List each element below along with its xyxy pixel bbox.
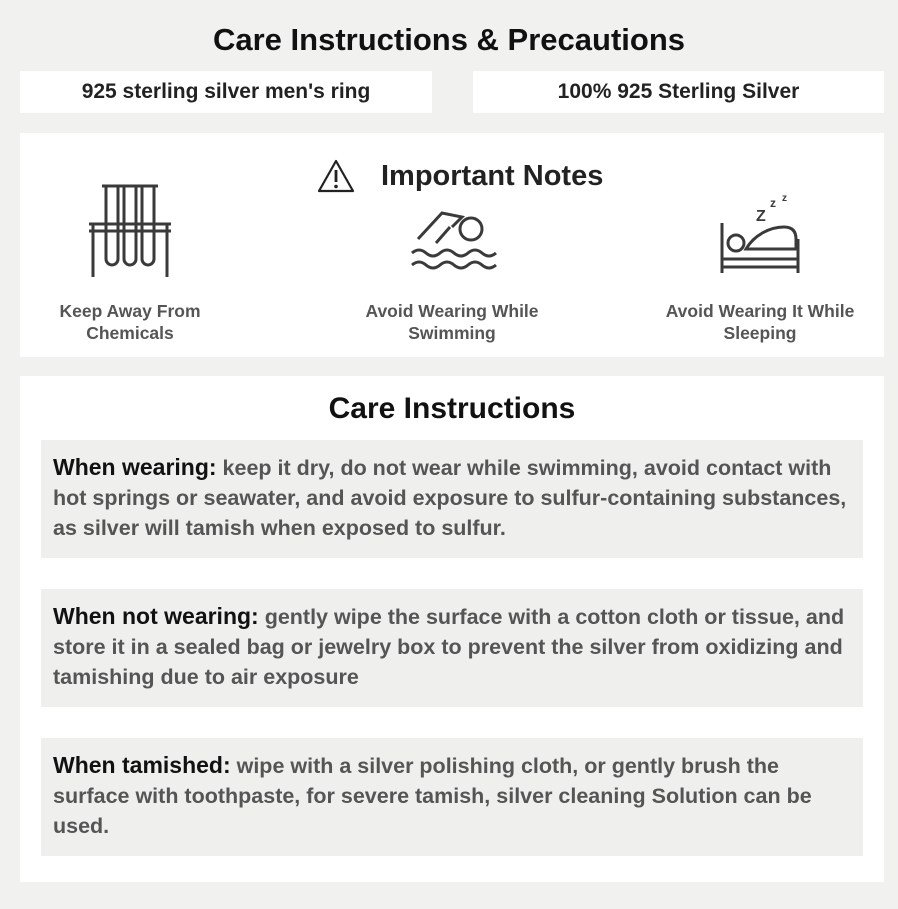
care-when-not-wearing	[41, 589, 863, 707]
note-sleeping-label: Avoid Wearing It While Sleeping	[665, 301, 855, 343]
care-when-tarnished	[41, 738, 863, 856]
important-notes-title: Important Notes	[381, 159, 604, 192]
sleeping-in-bed-icon	[714, 179, 806, 277]
swimmer-icon	[406, 179, 498, 277]
note-sleeping	[630, 179, 890, 343]
note-swimming-label: Avoid Wearing While Swimming	[365, 301, 539, 343]
care-lead: When tamished:	[53, 752, 231, 778]
care-instructions-title: Care Instructions	[328, 392, 576, 425]
care-text: gently wipe the surface with a cotton cloth or tissue, and store it in a sealed bag or jewelry box to prevent the silver from oxidizing and tamishing due to air exposure	[53, 605, 845, 689]
test-tubes-icon	[84, 179, 176, 277]
page-title: Care Instructions & Precautions	[212, 22, 685, 57]
svg-text:z: z	[770, 196, 776, 210]
svg-text:Z: Z	[756, 208, 766, 225]
note-swimming	[322, 179, 582, 343]
product-type-tag: 925 sterling silver men's ring	[20, 71, 432, 113]
svg-text:z: z	[782, 193, 787, 204]
care-text: wipe with a silver polishing cloth, or gently brush the surface with toothpaste, for severe tamish, silver cleaning Solution can be used.	[53, 754, 812, 838]
care-when-wearing	[41, 440, 863, 558]
note-chemicals-label: Keep Away From Chemicals	[59, 301, 201, 343]
important-notes-panel	[20, 133, 884, 357]
care-instructions-panel	[20, 376, 884, 882]
note-chemicals	[0, 179, 260, 343]
material-tag: 100% 925 Sterling Silver	[473, 71, 884, 113]
care-text: keep it dry, do not wear while swimming, avoid contact with hot springs or seawater, and avoid exposure to sulfur-containing substances, as silver will tamish when exposed to sulfur.	[53, 456, 847, 540]
care-lead: When wearing:	[53, 454, 217, 480]
care-lead: When not wearing:	[53, 603, 259, 629]
